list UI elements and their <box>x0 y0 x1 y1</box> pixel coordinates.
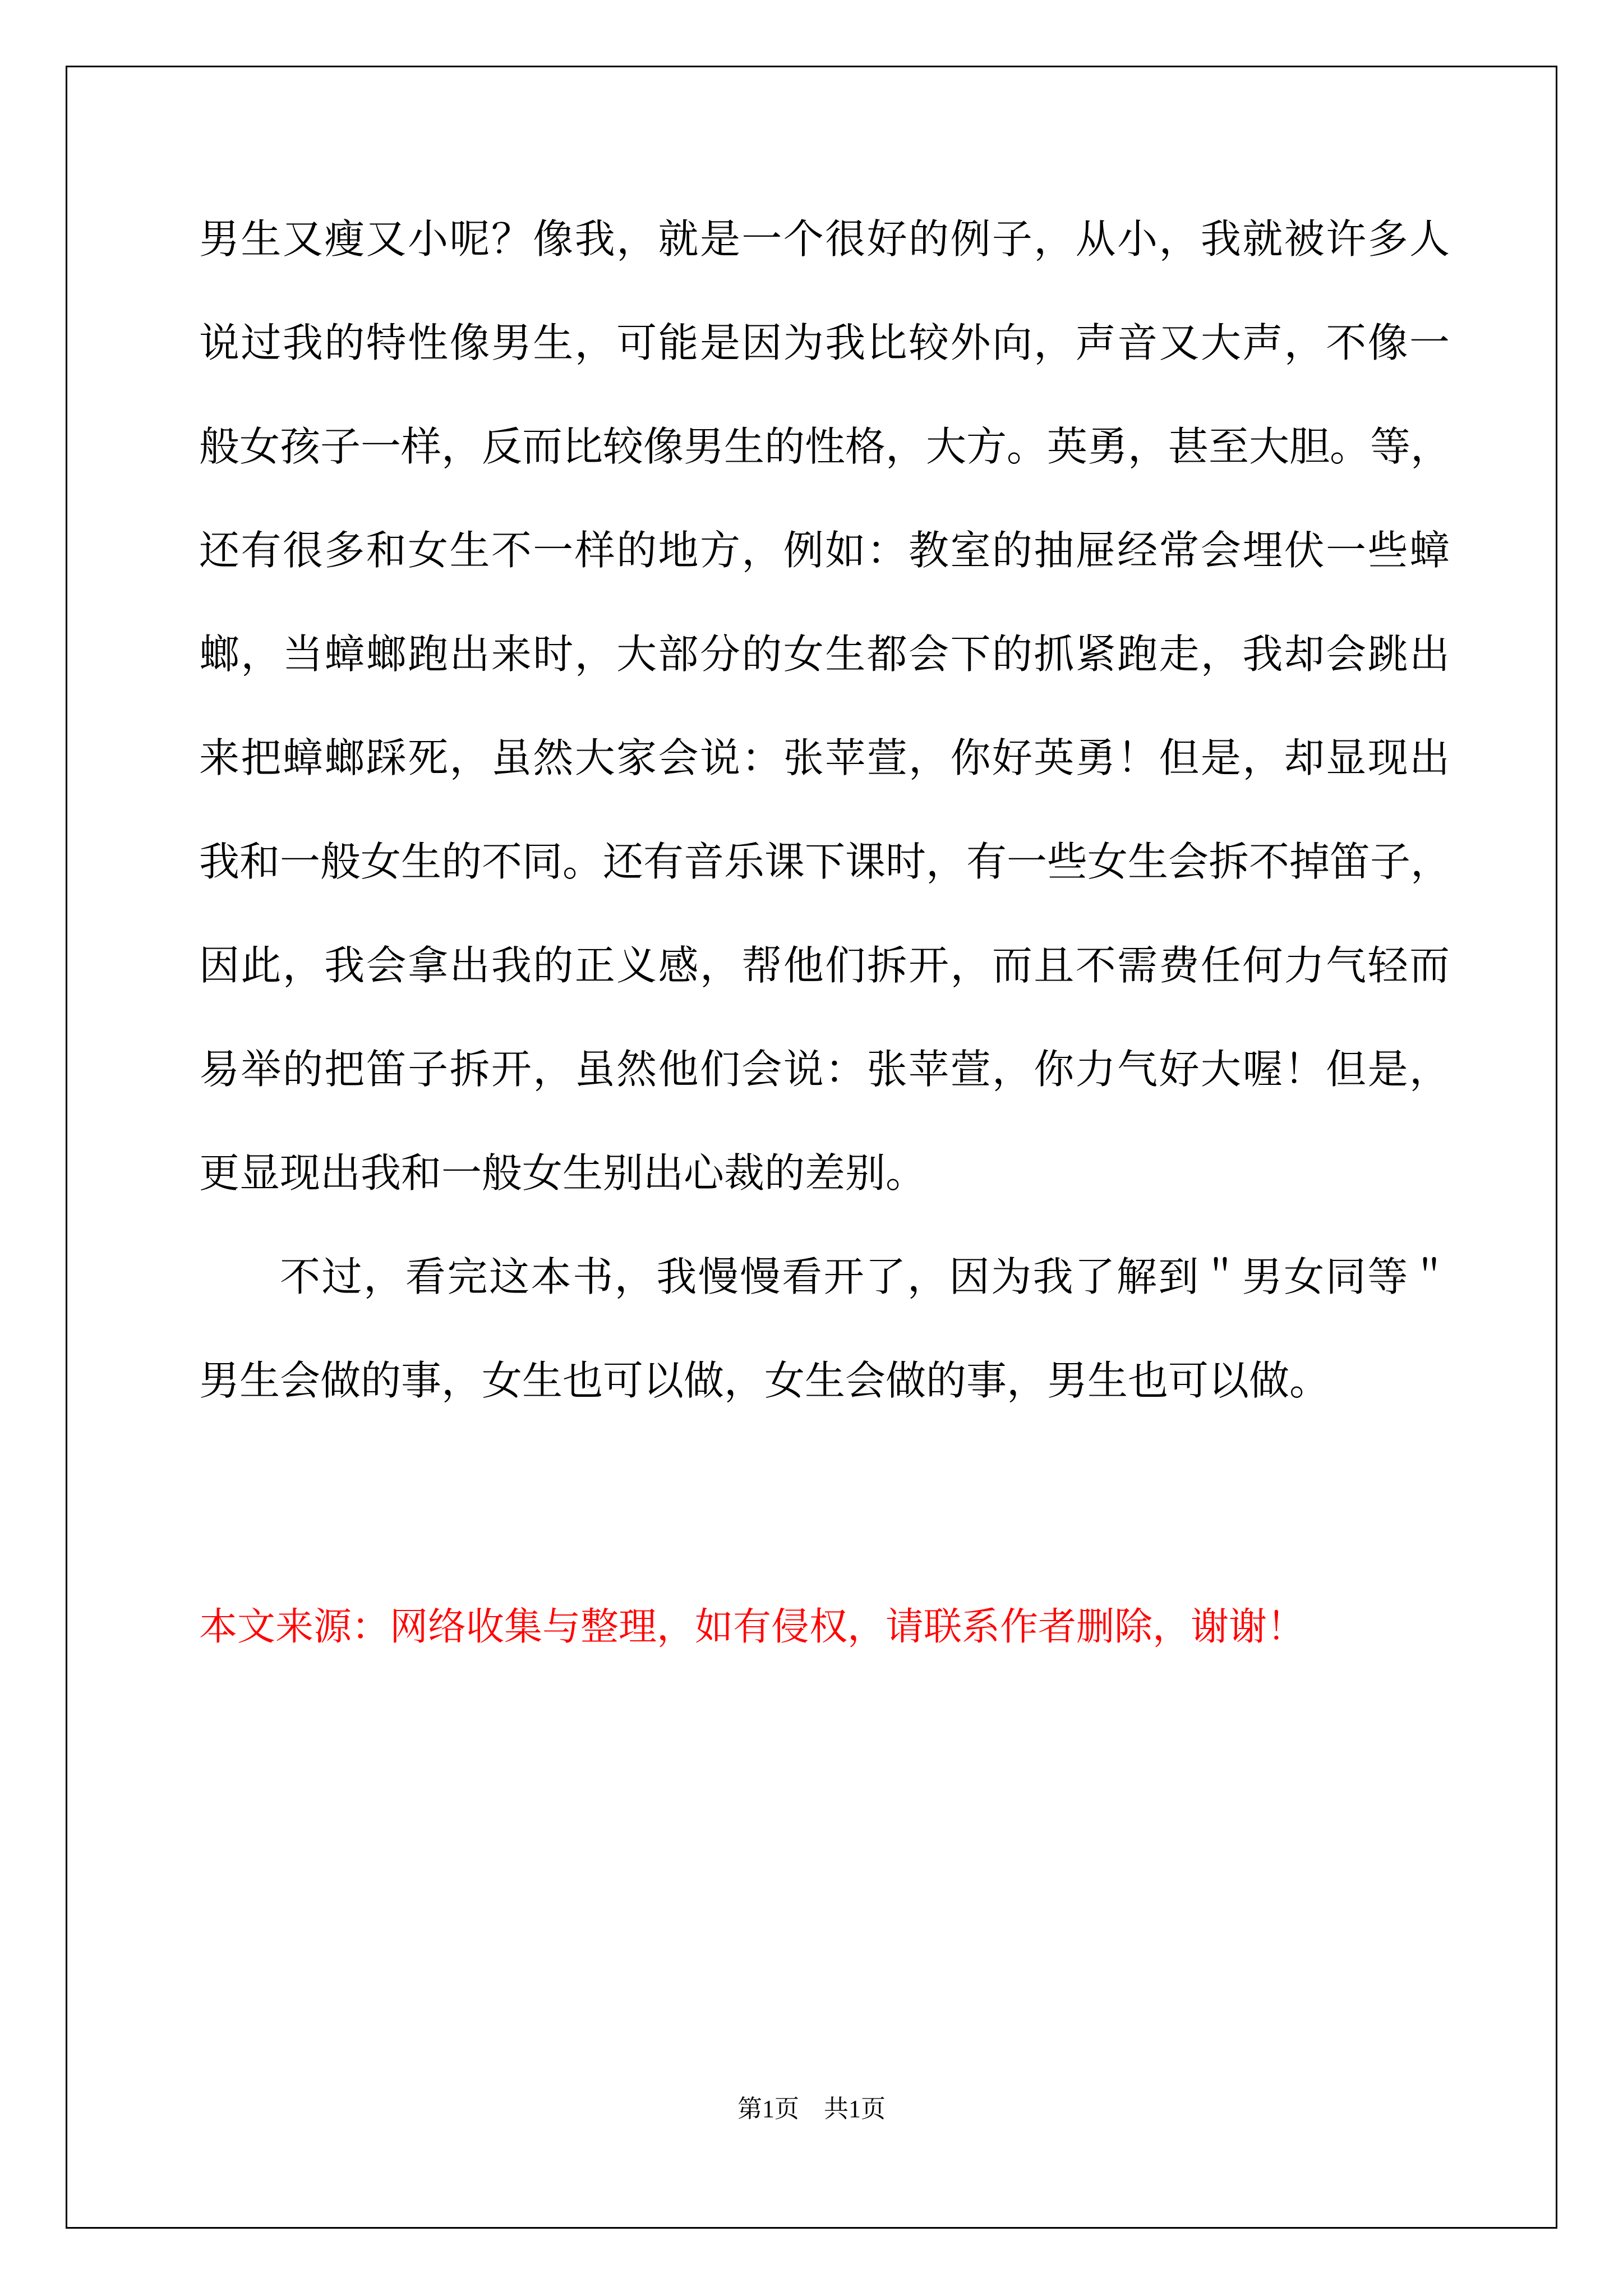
text-line: 我和一般女生的不同。还有音乐课下课时，有一些女生会拆不掉笛子， <box>199 838 1451 885</box>
paragraph-2 <box>199 1251 1450 1406</box>
text-line: 男生会做的事，女生也可以做，女生会做的事，男生也可以做。 <box>199 1357 1330 1404</box>
source-note: 本文来源：网络收集与整理，如有侵权，请联系作者删除，谢谢！ <box>199 1605 1306 1649</box>
text-line: 不过，看完这本书，我慢慢看开了，因为我了解到＂男女同等＂ <box>280 1253 1450 1300</box>
paragraph-1 <box>199 213 1450 1199</box>
document-body <box>199 213 1450 1458</box>
text-line: 般女孩子一样，反而比较像男生的性格，大方。英勇，甚至大胆。等， <box>199 423 1451 470</box>
text-line: 还有很多和女生不一样的地方，例如：教室的抽屉经常会埋伏一些蟑 <box>199 527 1450 574</box>
text-line: 螂，当蟑螂跑出来时，大部分的女生都会下的抓紧跑走，我却会跳出 <box>199 631 1450 678</box>
text-line: 因此，我会拿出我的正义感，帮他们拆开，而且不需费任何力气轻而 <box>199 942 1450 989</box>
text-line: 来把蟑螂踩死，虽然大家会说：张苹萱，你好英勇！但是，却显现出 <box>199 734 1450 781</box>
page-footer: 第1页 共1页 <box>737 2095 886 2123</box>
text-line: 说过我的特性像男生，可能是因为我比较外向，声音又大声，不像一 <box>199 319 1450 366</box>
text-line: 易举的把笛子拆开，虽然他们会说：张苹萱，你力气好大喔！但是， <box>199 1046 1450 1093</box>
text-line: 更显现出我和一般女生别出心裁的差别。 <box>199 1149 926 1197</box>
text-line: 男生又瘦又小呢？像我，就是一个很好的例子，从小，我就被许多人 <box>199 215 1450 263</box>
